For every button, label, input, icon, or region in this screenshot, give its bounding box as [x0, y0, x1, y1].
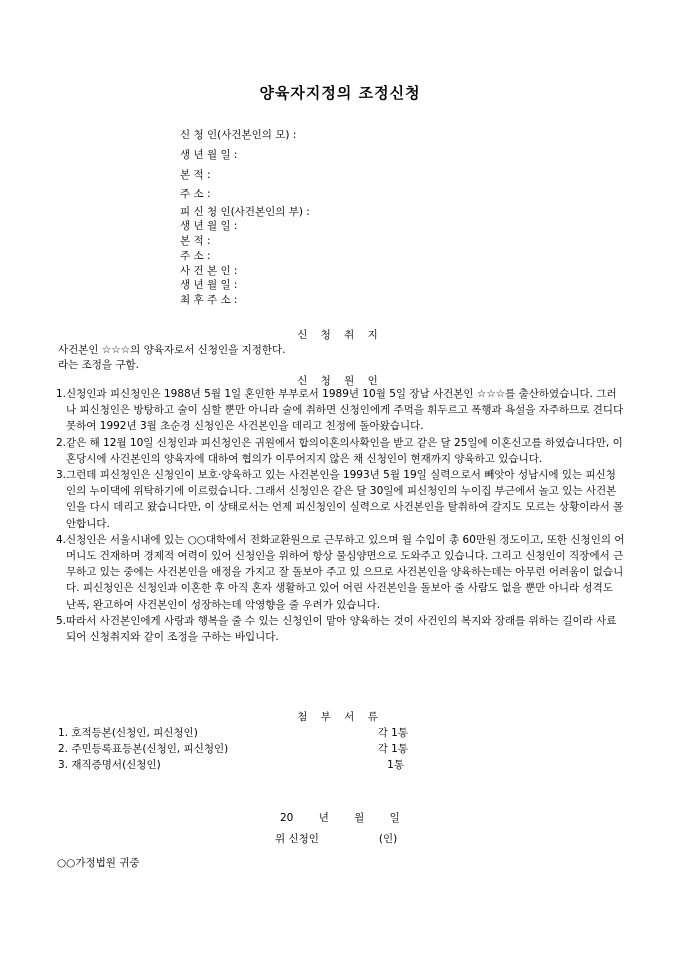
- date-line: 20 년 월 일: [280, 812, 400, 824]
- signature-label: 위 신청인: [275, 833, 319, 845]
- subject-birthdate: 생 년 월 일 :: [180, 279, 238, 291]
- reason-item: [56, 613, 626, 645]
- reason-text: 그런데 피신청인은 신청인이 보호·양육하고 있는 사건본인을 1993년 5월 19일 실력으로서 빼앗아 성남시에 있는 피신청인의 누이댁에 위탁하기에 이르렀습니다. 그래서 신청인은 같은 달 30일에 피신청인의 누이집 부근에서 놀고 있는 사건본인을 다시 데리고 왔습니다만, 이 상태로서는 언제 피신청인이 실력으로 사건본인을 탈취하여 갈지도 모르는 상황이라서 몰안합니다.: [66, 469, 624, 530]
- attachment-name: 3. 재직증명서(신청인): [58, 759, 161, 771]
- court-addressee: ○○가정법원 귀중: [57, 857, 140, 869]
- attachment-qty: 각 1통: [377, 727, 408, 739]
- signature-line: [275, 831, 397, 846]
- attachment-qty: 각 1통: [377, 743, 408, 755]
- reason-item: [56, 532, 626, 613]
- respondent-label: 피 신 청 인(사건본인의 부) :: [180, 206, 310, 218]
- document-title: 양육자지정의 조정신청: [259, 84, 421, 102]
- subject-person: 사 건 본 인 :: [180, 265, 238, 277]
- reasons-list: [56, 386, 626, 645]
- reason-number: 4.: [56, 533, 67, 546]
- reason-item: [56, 435, 626, 467]
- reason-number: 5.: [56, 614, 67, 627]
- reason-text: 신청인과 피신청인은 1988년 5월 1일 혼인한 부부로서 1989년 10월 5일 장남 사건본인 ☆☆☆를 출산하였습니다. 그러나 피신청인은 방탕하고 술이 심할 뿐만 아니라 술에 취하면 신청인에게 주먹을 휘두르고 폭행과 욕설을 자주하므로 견디다 못하여 1992년 3월 초순경 신청인은 사건본인을 데리고 친정에 돌아왔습니다.: [66, 388, 624, 433]
- respondent-address: 주 소 :: [180, 250, 211, 262]
- reason-number: 1.: [56, 388, 67, 400]
- reason-text: 신청인은 서울시내에 있는 ○○대학에서 전화교환원으로 근무하고 있으며 월 수입이 총 60만원 정도이고, 또한 신청인의 어머니도 건재하며 경제적 여력이 있어 신청인을 위하여 항상 물심양면으로 도와주고 있습니다. 그리고 신청인이 직장에서 근무하고 있는 중에는 사건본인을 애정을 가지고 잘 돌보아 주고 있 으므로 사건본인을 양육하는데는 아무런 어려움이 없습니다. 피신청인은 신청인과 이혼한 후 아직 혼자 생활하고 있어 어린 사건본인을 돌보아 줄 사람도 없을 뿐만 아니라 성격도 난폭, 완고하여 사건본인이 성장하는데 악영향을 줄 우려가 있습니다.: [66, 533, 625, 611]
- reason-number: 2.: [56, 436, 67, 449]
- attachment-name: 2. 주민등록표등본(신청인, 피신청인): [58, 743, 229, 755]
- purpose-line: 라는 조정을 구함.: [58, 359, 140, 371]
- respondent-domicile: 본 적 :: [180, 235, 211, 247]
- subject-last-address: 최 후 주 소 :: [180, 294, 238, 306]
- applicant-domicile: 본 적 :: [180, 169, 211, 181]
- reason-item: [56, 467, 626, 532]
- applicant-label: 신 청 인(사건본인의 모) :: [180, 129, 297, 141]
- attachment-name: 1. 호적등본(신청인, 피신청인): [58, 727, 198, 739]
- purpose-heading: 신 청 취 지: [297, 329, 383, 341]
- attachment-qty: 1통: [387, 759, 404, 771]
- reason-text: 같은 해 12월 10일 신청인과 피신청인은 귀원에서 합의이혼의사확인을 받고 같은 달 25일에 이혼신고를 하였습니다만, 이혼당시에 사건본인의 양육자에 대하여 협의가 이루어지지 않은 채 신청인이 현재까지 양육하고 있습니다.: [66, 436, 623, 465]
- applicant-address: 주 소 :: [180, 188, 211, 200]
- respondent-birthdate: 생 년 월 일 :: [180, 220, 238, 232]
- reason-number: 3.: [56, 469, 67, 482]
- reason-text: 따라서 사건본인에게 사랑과 행복을 줄 수 있는 신청인이 맡아 양육하는 것이 사건인의 복지와 장래를 위하는 길이라 사료되어 신청취지와 같이 조정을 구하는 바입니다.: [66, 614, 617, 644]
- reason-item: [56, 386, 626, 435]
- purpose-line: 사건본인 ☆☆☆의 양육자로서 신청인을 지정한다.: [58, 344, 286, 356]
- reasons-heading: 신 청 원 인: [297, 375, 383, 387]
- attachments-heading: 첨 부 서 류: [297, 711, 383, 723]
- applicant-birthdate: 생 년 월 일 :: [180, 149, 238, 161]
- seal-mark: (인): [378, 833, 398, 845]
